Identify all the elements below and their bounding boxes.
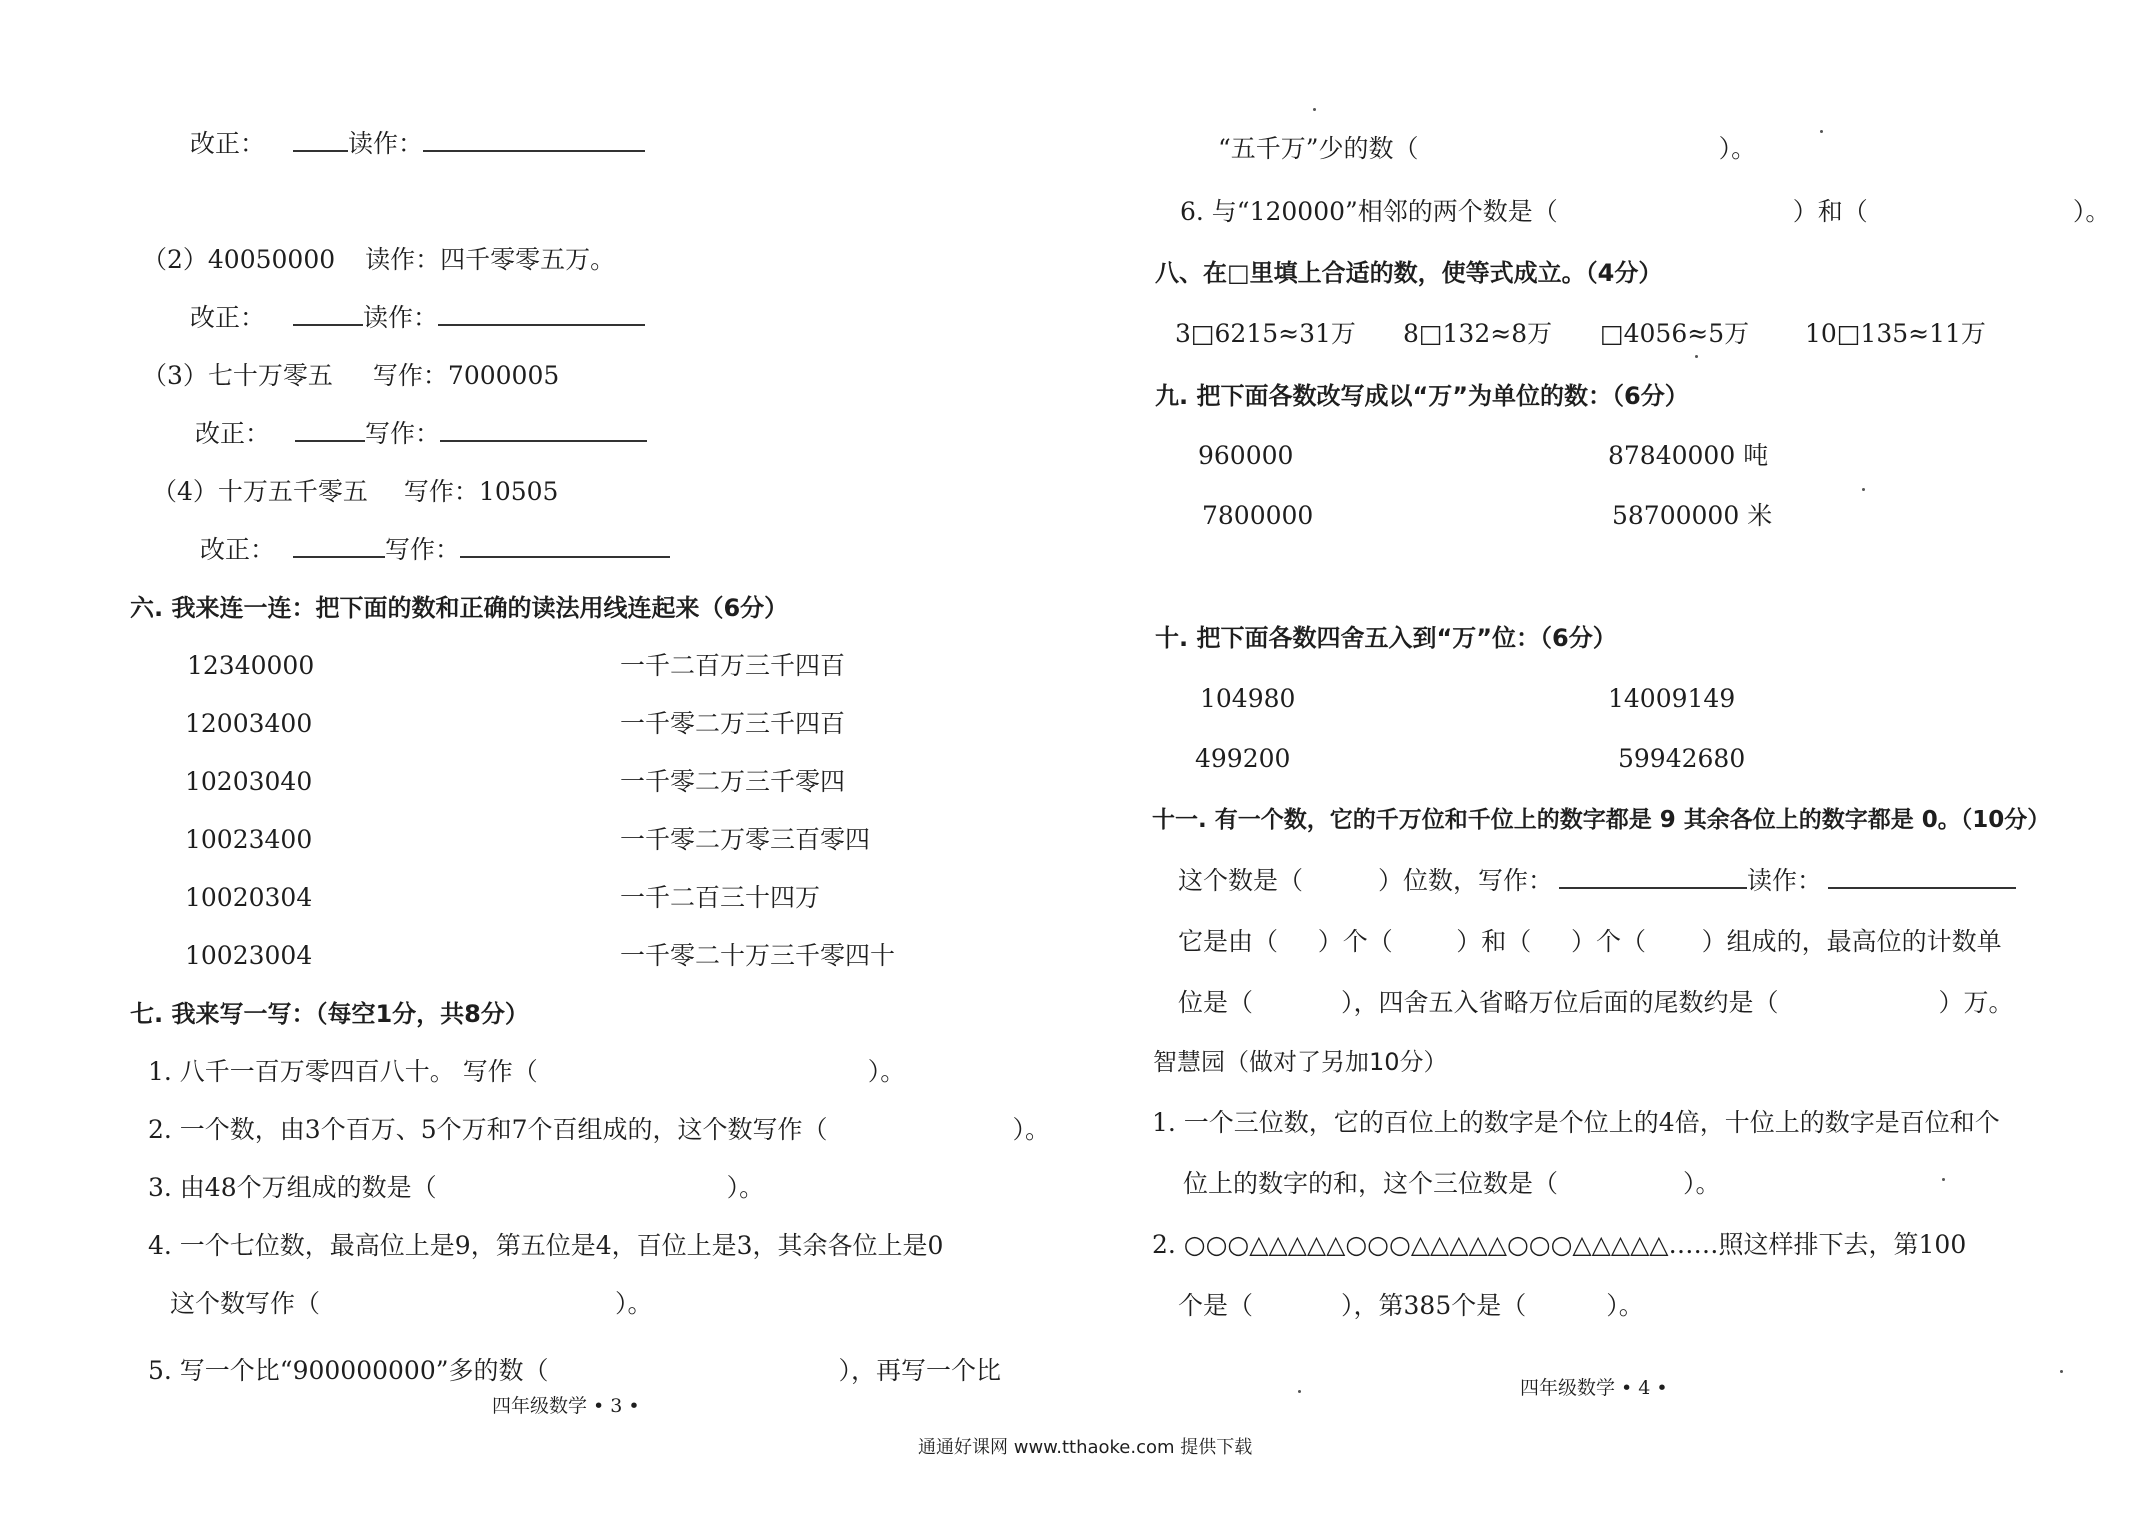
q7-item-5: 5. 写一个比“900000000”多的数（ ），再写一个比 (148, 1356, 1002, 1385)
q7-title: 七. 我来写一写：（每空1分，共8分） (130, 1000, 529, 1028)
correction-line-1: 改正： 读作： (190, 128, 645, 160)
wisdom-problem-2-line2: 个是（ ），第385个是（ ）。 (1178, 1291, 1644, 1320)
q6-number[interactable]: 10203040 (185, 767, 313, 796)
q6-number[interactable]: 10020304 (185, 883, 313, 912)
wisdom-problem-1-line2: 位上的数字的和，这个三位数是（ ）。 (1183, 1169, 1721, 1198)
scan-speck (1862, 488, 1865, 491)
q11-title: 十一. 有一个数，它的千万位和千位上的数字都是 9 其余各位上的数字都是 0。（10分） (1152, 807, 2051, 833)
q7-item-3: 3. 由48个万组成的数是（ ）。 (148, 1173, 765, 1202)
q11-line-1: 这个数是（ ）位数，写作： 读作： (1178, 865, 2016, 897)
blank[interactable] (423, 128, 645, 152)
q9-item[interactable]: 7800000 (1202, 501, 1314, 530)
q8-item[interactable]: □4056≈5万 (1600, 319, 1750, 348)
blank[interactable] (1559, 865, 1747, 889)
blank[interactable] (1828, 865, 2016, 889)
q9-item[interactable]: 960000 (1198, 441, 1294, 470)
q10-item[interactable]: 104980 (1200, 684, 1296, 713)
left-page-footer: 四年级数学 • 3 • (492, 1395, 640, 1417)
scan-speck (1695, 355, 1698, 358)
problem-4: （4）十万五千零五 写作：10505 (152, 477, 559, 506)
right-page-footer: 四年级数学 • 4 • (1520, 1377, 1668, 1399)
q7-item-2: 2. 一个数，由3个百万、5个万和7个百组成的，这个数写作（ ）。 (148, 1115, 1051, 1144)
wisdom-problem-2: 2. ○○○△△△△△○○○△△△△△○○○△△△△△……照这样排下去，第100 (1152, 1230, 1967, 1259)
q11-line-2: 它是由（ ）个（ ）和（ ）个（ ）组成的，最高位的计数单 (1178, 927, 2002, 956)
correction-line-4: 改正： 写作： (200, 534, 670, 566)
q6-number[interactable]: 10023004 (185, 941, 313, 970)
q7-item-4: 4. 一个七位数，最高位上是9，第五位是4，百位上是3，其余各位上是0 (148, 1231, 944, 1260)
q6-reading[interactable]: 一千零二十万三千零四十 (620, 941, 896, 970)
q8-item[interactable]: 10□135≈11万 (1805, 319, 1986, 348)
q11-line-3: 位是（ ），四舍五入省略万位后面的尾数约是（ ）万。 (1178, 988, 2014, 1017)
q10-item[interactable]: 59942680 (1618, 744, 1746, 773)
correction-line-3: 改正： 写作： (195, 418, 647, 450)
q7-item-6: 6. 与“120000”相邻的两个数是（ ）和（ ）。 (1180, 197, 2111, 226)
q6-reading[interactable]: 一千二百三十四万 (620, 883, 821, 912)
q10-title: 十. 把下面各数四舍五入到“万”位：（6分） (1155, 624, 1617, 652)
scan-speck (1820, 130, 1823, 133)
scan-speck (2060, 1370, 2063, 1373)
q6-number[interactable]: 12003400 (185, 709, 313, 738)
q10-item[interactable]: 499200 (1195, 744, 1291, 773)
q7-item-4-line2: 这个数写作（ ）。 (170, 1289, 653, 1318)
site-footer: 通通好课网 www.tthaoke.com 提供下载 (918, 1437, 1253, 1458)
blank[interactable] (293, 534, 385, 558)
q6-reading[interactable]: 一千零二万三千四百 (620, 709, 846, 738)
blank[interactable] (460, 534, 670, 558)
blank[interactable] (293, 128, 348, 152)
scan-speck (1298, 1390, 1301, 1393)
q7-item-5-cont: “五千万”少的数（ ）。 (1218, 134, 1757, 163)
q6-reading[interactable]: 一千二百万三千四百 (620, 651, 846, 680)
blank[interactable] (295, 418, 365, 442)
scan-speck (1942, 1178, 1945, 1181)
blank[interactable] (440, 418, 647, 442)
blank[interactable] (438, 302, 645, 326)
q9-item[interactable]: 58700000 米 (1612, 501, 1773, 530)
wisdom-problem-1: 1. 一个三位数，它的百位上的数字是个位上的4倍，十位上的数字是百位和个 (1152, 1108, 2000, 1137)
q8-title: 八、在□里填上合适的数，使等式成立。（4分） (1155, 259, 1663, 287)
q7-item-1: 1. 八千一百万零四百八十。 写作（ ）。 (148, 1057, 906, 1086)
scan-speck (1313, 108, 1316, 111)
problem-2: （2）40050000 读作：四千零零五万。 (142, 245, 616, 274)
q6-number[interactable]: 10023400 (185, 825, 313, 854)
q9-item[interactable]: 87840000 吨 (1608, 441, 1769, 470)
q6-reading[interactable]: 一千零二万三千零四 (620, 767, 846, 796)
blank[interactable] (293, 302, 363, 326)
q8-item[interactable]: 3□6215≈31万 (1175, 319, 1356, 348)
correction-line-2: 改正： 读作： (190, 302, 645, 334)
q6-reading[interactable]: 一千零二万零三百零四 (620, 825, 871, 854)
q10-item[interactable]: 14009149 (1608, 684, 1736, 713)
problem-3: （3）七十万零五 写作：7000005 (142, 361, 560, 390)
q9-title: 九. 把下面各数改写成以“万”为单位的数：（6分） (1155, 382, 1689, 410)
q8-item[interactable]: 8□132≈8万 (1403, 319, 1553, 348)
q6-title: 六. 我来连一连：把下面的数和正确的读法用线连起来（6分） (130, 594, 789, 622)
wisdom-title: 智慧园（做对了另加10分） (1153, 1048, 1448, 1076)
q6-number[interactable]: 12340000 (187, 651, 315, 680)
